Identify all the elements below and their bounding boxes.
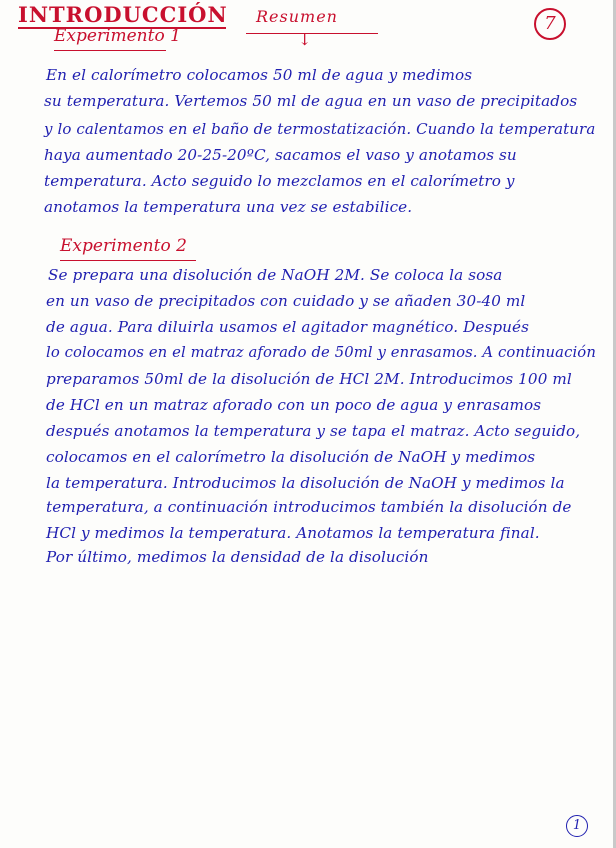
section-heading-experimento-2: Experimento 2 (60, 236, 187, 256)
text-line: HCl y medimos la temperatura. Anotamos la temperatura final. (46, 524, 540, 542)
text-line: su temperatura. Vertemos 50 ml de agua en un vaso de precipitados (44, 92, 578, 110)
text-line: preparamos 50ml de la disolución de HCl 2M. Introducimos 100 ml (46, 370, 572, 388)
section-heading-underline (54, 50, 166, 51)
text-line: de agua. Para diluirla usamos el agitador magnético. Después (46, 318, 530, 336)
text-line: y lo calentamos en el baño de termostatización. Cuando la temperatura (44, 120, 596, 138)
text-line: haya aumentado 20-25-20ºC, sacamos el vaso y anotamos su (44, 146, 517, 164)
text-line: de HCl en un matraz aforado con un poco de agua y enrasamos (46, 396, 542, 414)
text-line: la temperatura. Introducimos la disolución de NaOH y medimos la (46, 474, 565, 492)
section-heading-experimento-1: Experimento 1 (54, 26, 181, 46)
text-line: temperatura. Acto seguido lo mezclamos en el calorímetro y (44, 172, 515, 190)
down-arrow-icon: ↓ (298, 30, 312, 49)
text-line: después anotamos la temperatura y se tapa el matraz. Acto seguido, (46, 422, 581, 440)
page-marker-circle: 7 (534, 8, 566, 40)
page-title: INTRODUCCIÓN (18, 2, 228, 27)
resumen-label: Resumen (256, 7, 338, 26)
text-line: En el calorímetro colocamos 50 ml de agua y medimos (46, 66, 473, 84)
text-line: anotamos la temperatura una vez se estabilice. (44, 198, 413, 216)
text-line: colocamos en el calorímetro la disolución de NaOH y medimos (46, 448, 536, 466)
text-line: temperatura, a continuación introducimos también la disolución de (46, 498, 572, 516)
text-line: en un vaso de precipitados con cuidado y se añaden 30-40 ml (46, 292, 526, 310)
text-line: Se prepara una disolución de NaOH 2M. Se coloca la sosa (48, 266, 503, 284)
section-heading-underline (60, 260, 196, 261)
text-line: Por último, medimos la densidad de la disolución (46, 548, 429, 566)
page-number: 1 (566, 815, 588, 837)
resumen-underline (246, 33, 378, 34)
text-line: lo colocamos en el matraz aforado de 50ml y enrasamos. A continuación (46, 344, 596, 361)
